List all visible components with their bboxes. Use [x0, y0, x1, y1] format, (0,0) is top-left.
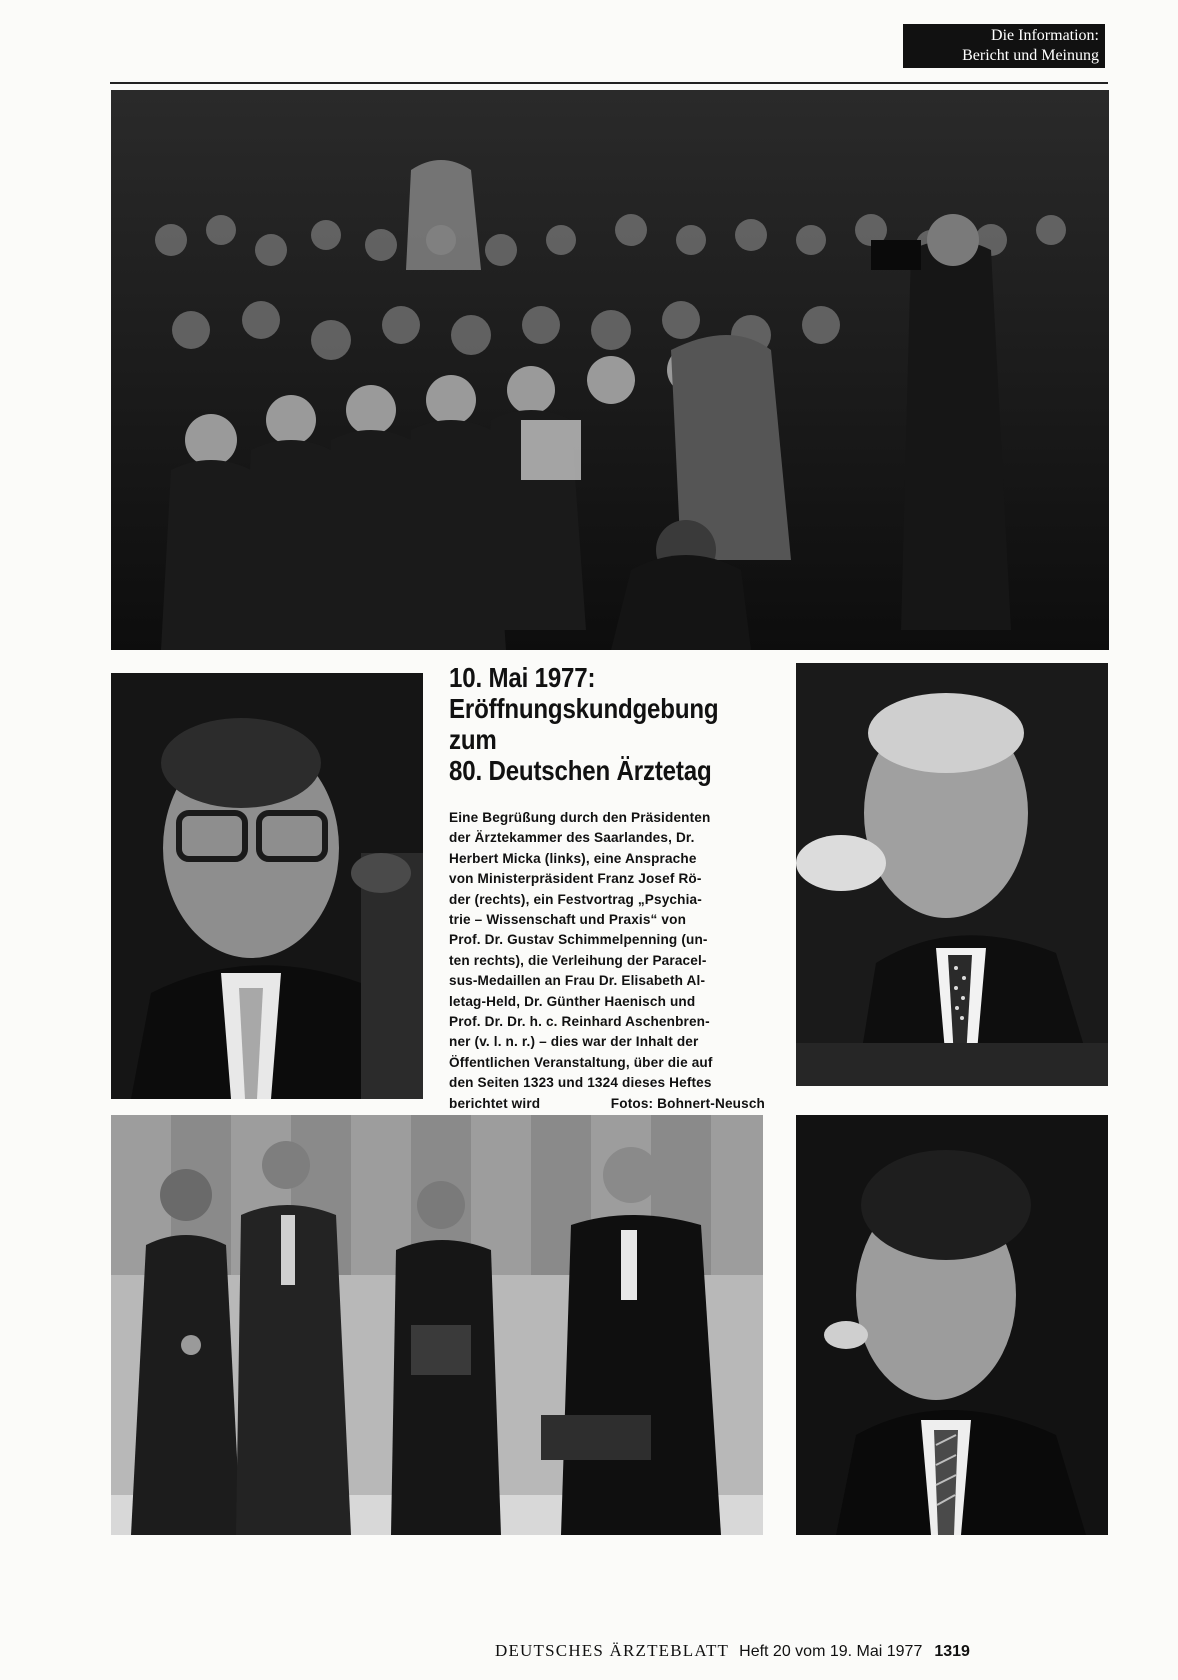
photo-portrait-right-top	[796, 663, 1108, 1086]
section-tag-line2: Bericht und Meinung	[962, 47, 1099, 64]
caption-line: der Ärztekammer des Saarlandes, Dr.	[449, 830, 695, 846]
caption-line: Herbert Micka (links), eine Ansprache	[449, 850, 697, 866]
photo-credit: Fotos: Bohnert-Neusch	[610, 1095, 765, 1111]
caption-line: von Ministerpräsident Franz Josef Rö-	[449, 871, 702, 887]
top-rule	[110, 82, 1108, 84]
caption	[449, 808, 765, 1114]
caption-last-text: berichtet wird	[449, 1095, 541, 1111]
caption-last-line	[449, 1094, 765, 1114]
headline-line4: 80. Deutschen Ärztetag	[449, 755, 712, 786]
caption-line: Eine Begrüßung durch den Präsidenten	[449, 810, 711, 825]
page-footer	[495, 1641, 1115, 1665]
section-tag-line1: Die Information:	[991, 27, 1099, 44]
headline-line3: zum	[449, 724, 497, 755]
issue-info: Heft 20 vom 19. Mai 1977	[739, 1643, 923, 1660]
headline-line2: Eröffnungskundgebung	[449, 693, 719, 724]
headline-line1: 10. Mai 1977:	[449, 662, 596, 693]
page-number: 1319	[934, 1643, 970, 1660]
headline	[449, 662, 724, 786]
caption-line: Prof. Dr. Gustav Schimmelpenning (un-	[449, 932, 708, 948]
caption-line: ten rechts), die Verleihung der Paracel-	[449, 952, 707, 968]
caption-line: ner (v. l. n. r.) – dies war der Inhalt der	[449, 1034, 699, 1050]
photo-audience	[111, 90, 1109, 650]
caption-line: letag-Held, Dr. Günther Haenisch und	[449, 993, 696, 1009]
caption-line: Prof. Dr. Dr. h. c. Reinhard Aschenbren-	[449, 1014, 710, 1030]
caption-line: trie – Wissenschaft und Praxis“ von	[449, 912, 687, 928]
caption-line: sus-Medaillen an Frau Dr. Elisabeth Al-	[449, 973, 706, 989]
caption-line: den Seiten 1323 und 1324 dieses Heftes	[449, 1075, 712, 1091]
photo-medal-recipients	[111, 1115, 763, 1535]
photo-portrait-right-bottom	[796, 1115, 1108, 1535]
section-tag	[903, 24, 1105, 68]
caption-line: Öffentlichen Veranstaltung, über die auf	[449, 1054, 713, 1070]
journal-name: DEUTSCHES ÄRZTEBLATT	[495, 1641, 730, 1660]
photo-portrait-left	[111, 673, 423, 1099]
caption-line: der (rechts), ein Festvortrag „Psychia-	[449, 891, 702, 907]
